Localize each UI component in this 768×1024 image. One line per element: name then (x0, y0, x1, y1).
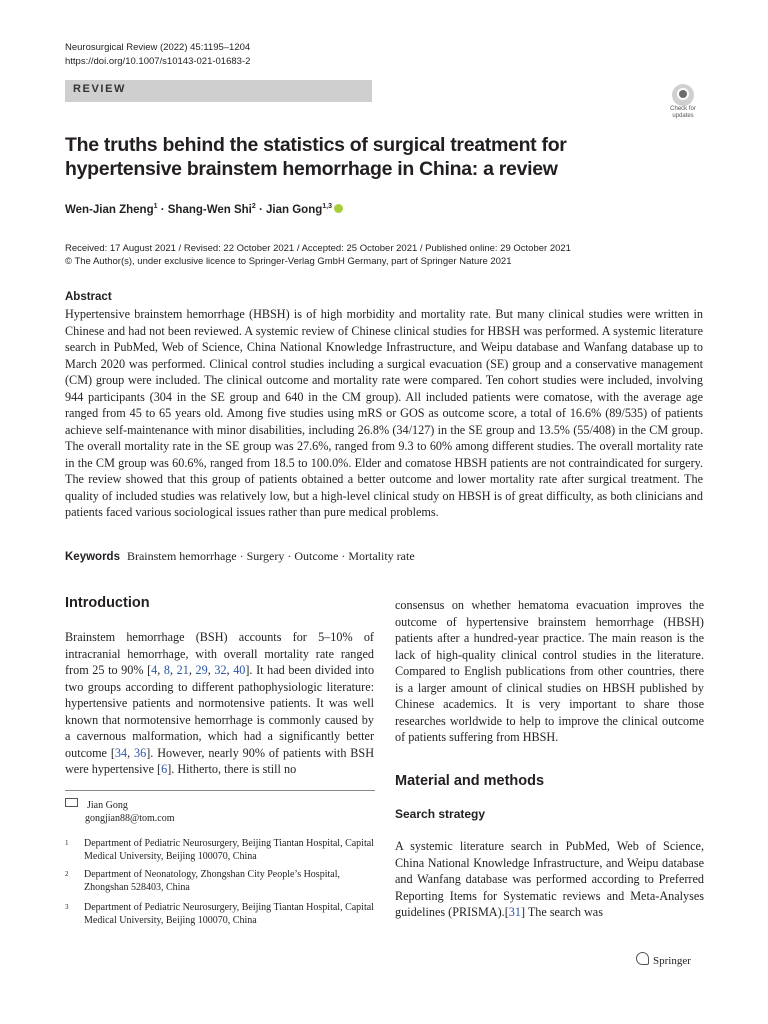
article-type-label: REVIEW (73, 83, 126, 95)
subsection-heading-search-strategy: Search strategy (395, 807, 486, 821)
author-name[interactable]: Wen-Jian Zheng (65, 203, 154, 216)
journal-header (65, 41, 250, 69)
section-heading-methods: Material and methods (395, 773, 545, 789)
citation-link[interactable]: 6 (161, 762, 168, 776)
envelope-icon (65, 798, 78, 807)
citation-link[interactable]: 29 (195, 663, 208, 677)
section-heading-introduction: Introduction (65, 595, 150, 611)
citation-link[interactable]: 21 (176, 663, 189, 677)
springer-horse-icon (636, 952, 649, 965)
keywords-label: Keywords (65, 551, 120, 563)
history-dates: Received: 17 August 2021 / Revised: 22 October 2021 / Accepted: 25 October 2021 / Published online: 29 October 2021 (65, 243, 571, 254)
corresponding-author (65, 798, 174, 825)
author-name[interactable]: Shang-Wen Shi (167, 203, 252, 216)
orcid-icon[interactable] (334, 204, 343, 213)
citation-link[interactable]: 4 (151, 663, 158, 677)
copyright-line: © The Author(s), under exclusive licence to Springer-Verlag GmbH Germany, part of Springer Nature 2021 (65, 256, 512, 267)
abstract-text: Hypertensive brainstem hemorrhage (HBSH) is of high morbidity and mortality rate. But many clinical studies were written in Chinese and had not been reviewed. A systemic review of Chinese clinical studies for HBSH was performed. A systemic literature search in PubMed, Web of Science, China National Knowledge Infrastructure, and Weipu database and Wanfang database up to March 2020 was performed. Clinical control studies including a surgical evacuation (SE) group and a conservative management (CM) group were included. The clinical outcome and mortality rate were compared. Ten cohort studies were included, involving 944 participants (304 in the SE group and 640 in the CM group). All included patients were comatose, with the average age ranged from 45 to 65 years old. Among five studies using mRS or GOS as outcome score, a total of 16.6% (89/535) of patients achieve self-maintenance with minor disabilities, including 26.8% (34/127) in the SE group and 13.5% (55/408) in the CM group. The overall mortality rate in the SE group was 27.6%, ranged from 9.3 to 60% among different studies. The overall mortality rate in the CM group was 60.6%, ranged from 18.5 to 100.0%. Elder and comatose HBSH patients are not contraindicated for surgery. The review showed that this group of patients obtained a better outcome and lower mortality rate after surgical treatment. The quality of included studies was relatively low, but a high-level clinical study on HBSH is of great difficulty, as both clinicians and patients faced various sociological issues rather than pure medical problems. (65, 307, 703, 519)
article-title: The truths behind the statistics of surgical treatment for hypertensive brainstem hemorrhage in China: a review (65, 134, 567, 180)
author-name[interactable]: Jian Gong (266, 203, 323, 216)
corresponding-author-name: Jian Gong (87, 800, 128, 811)
crossmark-label: Check for updates (670, 106, 696, 119)
citation-link[interactable]: 32 (214, 663, 227, 677)
methods-paragraph: A systemic literature search in PubMed, Web of Science, China National Knowledge Infrastructure, and Weipu database and Wanfang database was performed according to Preferred Reporting Items for Systematic reviews and Meta-Analyses guidelines (PRISMA).[31] The search was (395, 839, 704, 919)
author-list: Wen-Jian Zheng$^1$ · Shang-Wen Shi$^2$ · Jian Gong$^{1,3}$ (65, 203, 343, 216)
introduction-paragraph-continued: consensus on whether hematoma evacuation improves the outcome of hypertensive brainstem hemorrhage (HBSH) patients after a hundred-year practice. The main reason is the lack of high-quality clinical control studies in the literature. Compared to English publications from other countries, there is a larger amount of clinical studies on HBSH published by Chinese academics. It is very important to share those researches worldwide to help to improve the clinical outcome of patients suffering from HBSH. (395, 598, 704, 744)
abstract-heading: Abstract (65, 291, 112, 303)
footnote-divider (65, 790, 375, 791)
citation-link[interactable]: 31 (508, 905, 521, 919)
citation-link[interactable]: 40 (233, 663, 246, 677)
citation-link[interactable]: 8 (163, 663, 170, 677)
introduction-paragraph: Brainstem hemorrhage (BSH) accounts for 5–10% of intracranial hemorrhage, with overall mortality rate ranged from 25 to 90% [4, 8, 21, 29, 32, 40]. It had been divided into two groups according to different pathophysiologic literature: hypertensive patients and normotensive patients. It was well known that normotensive hemorrhage is commonly caused by a cavernous malformation, which had a significantly better outcome [34, 36]. However, nearly 90% of patients with BSH were hypertensive [6]. Hitherto, there is still no (65, 630, 375, 776)
crossmark-badge[interactable] (663, 84, 703, 124)
article-type-band (65, 80, 372, 102)
keywords (65, 549, 415, 564)
corresponding-author-email[interactable]: gongjian88@tom.com (85, 813, 175, 824)
journal-citation: Neurosurgical Review (2022) 45:1195–1204 (65, 42, 251, 53)
citation-link[interactable]: 36 (134, 745, 147, 760)
keywords-text: Brainstem hemorrhage · Surgery · Outcome · Mortality rate (126, 549, 415, 563)
doi-link[interactable]: https://doi.org/10.1007/s10143-021-01683-2 (65, 56, 251, 67)
publisher-name: Springer (653, 955, 691, 967)
publisher-logo (636, 952, 691, 967)
publication-dates (65, 242, 571, 268)
citation-link[interactable]: 34 (114, 745, 128, 760)
